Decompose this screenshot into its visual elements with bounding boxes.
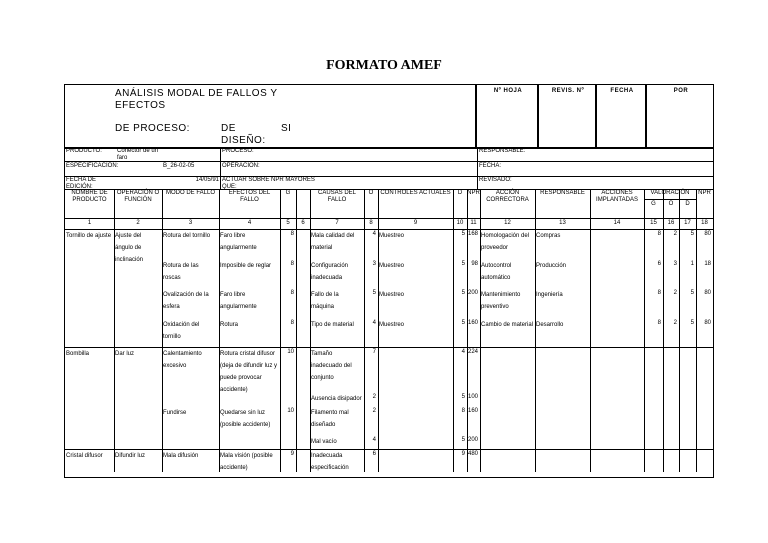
table-cell [115,407,161,435]
table-cell: Imposible de reglar [220,263,272,269]
table-cell [66,289,113,318]
table-cell: Quedarse sin luz (posible accidente) [220,410,271,428]
table-cell: 2 [673,320,677,326]
table-cell [115,260,161,288]
table-cell: 2 [372,408,376,414]
table-cell [663,436,679,449]
table-cell: Ajuste del ángulo de inclinación [115,233,144,263]
responsable-label: RESPONSABLE: [479,148,526,154]
table-cell: 200 [467,437,478,443]
column-header: NPR [698,190,711,196]
table-cell [644,393,663,406]
column-number: 7 [335,220,339,226]
table-cell: 2 [673,231,677,237]
table-cell [481,436,534,449]
table-cell: 4 [372,231,376,237]
column-number: 1 [87,220,92,226]
column-header: OPERACIÓN O FUNCIÓN [116,190,160,203]
table-cell [663,450,679,472]
table-cell [591,230,643,259]
table-cell: 4 [372,437,376,443]
table-cell: 8 [290,290,294,296]
table-cell [536,450,589,472]
fecha-box: FECHA [595,85,647,147]
table-cell [591,260,643,288]
table-cell: Mantenimiento preventivo [481,292,521,310]
column-number: 18 [701,220,708,226]
table-cell [66,319,113,347]
table-cell: Desarrollo [536,322,564,328]
fecha-edicion-value: 14/05/91 [195,177,219,183]
column-header: O [668,201,674,207]
table-cell: 10 [287,408,294,414]
table-cell [696,393,713,406]
table-cell: Rotura del tornillo [163,233,211,239]
table-cell [663,348,679,392]
table-cell: 160 [467,320,478,326]
table-cell [591,289,643,318]
table-cell: Mala difusión [163,453,199,459]
table-cell: 480 [467,451,478,457]
table-cell: 18 [704,261,711,267]
column-number: 15 [650,220,657,226]
table-cell [220,393,279,406]
column-header: CONTROLES ACTUALES [380,190,451,196]
design-label: DE DISEÑO: [221,123,266,146]
table-cell: 160 [467,408,478,414]
table-cell [115,289,161,318]
table-cell: Fundirse [163,410,187,416]
table-cell [379,348,452,392]
column-number: 9 [413,220,418,226]
table-cell: 7 [372,349,376,355]
table-cell [536,436,589,449]
table-cell: Mala visión (posible accidente) [220,453,273,471]
table-cell: Faro libre angularmente [220,292,257,310]
table-cell [679,348,696,392]
table-cell: 8 [290,320,294,326]
table-cell: Configuración inadecuada [311,263,349,281]
column-header: ACCIONES IMPLANTADAS [596,190,638,203]
table-cell: Tamaño inadecuado del conjunto [311,351,352,381]
table-cell [115,319,161,347]
column-header: D [685,201,690,207]
table-cell: Ausencia disipador [311,396,362,402]
column-header: D [457,190,463,196]
table-cell: 80 [704,320,711,326]
grid-line [220,147,221,189]
table-cell: Mal vacío [311,439,337,445]
amef-form [64,84,714,478]
column-header: NPR [467,190,480,196]
table-cell: 2 [372,394,376,400]
table-cell: 5 [690,320,694,326]
document-title: FORMATO AMEF [326,58,442,73]
table-cell: Producción [536,263,567,269]
table-cell: Filamento mal diseñado [311,410,349,428]
actuar-label: ACTUAR SOBRE NPR MAYORES QUE: [222,177,315,190]
table-cell [481,348,534,392]
table-cell [536,348,589,392]
table-cell [280,436,296,449]
proceso-label: PROCESO: [222,148,254,154]
column-number: 11 [470,220,477,226]
table-cell: 224 [467,349,478,355]
column-header: G [285,190,291,196]
table-cell: 5 [461,261,465,267]
table-cell: Cambio de material [481,322,534,328]
table-cell: 4 [461,349,465,355]
table-cell [696,407,713,435]
table-cell: 100 [467,394,478,400]
table-cell: 5 [461,437,465,443]
table-cell: 9 [461,451,465,457]
hoja-box: Nº HOJA [475,85,539,147]
column-number: 8 [369,220,373,226]
table-cell [481,407,534,435]
grid-line [65,176,713,177]
table-cell: Muestreo [379,263,405,269]
column-number: 2 [136,220,140,226]
column-number: 17 [684,220,691,226]
column-header: EFECTOS DEL FALLO [228,190,271,203]
table-cell: Calentamiento excesivo [163,351,202,369]
table-cell: 8 [657,290,661,296]
table-cell [663,393,679,406]
table-cell [379,450,452,472]
table-cell: 10 [287,349,294,355]
especificacion-label: ESPECIFICACIÓN: [66,163,119,169]
grid-line [296,189,297,472]
table-cell [591,348,643,392]
valoracion-header: VALORACIÓN [650,190,690,196]
table-cell: Compras [536,233,561,239]
fecha-edicion-label: FECHA DE EDICIÓN: [66,177,97,190]
table-cell: Homologación del proveedor [481,233,530,251]
table-cell: 2 [673,290,677,296]
column-header: MODO DE FALLO [165,190,215,196]
table-cell: Tipo de material [311,322,354,328]
table-cell [481,450,534,472]
table-cell [679,450,696,472]
producto-label: PRODUCTO: [66,148,102,154]
table-cell: Ingeniería [536,292,563,298]
analysis-title: ANÁLISIS MODAL DE FALLOS Y EFECTOS [115,88,278,111]
table-cell: 9 [290,451,294,457]
table-cell: 8 [461,408,465,414]
table-cell: 5 [461,231,465,237]
table-cell [536,407,589,435]
table-cell: Dar luz [115,351,135,357]
operacion-label: OPERACIÓN: [222,163,260,169]
table-cell: 8 [290,261,294,267]
table-cell: 200 [467,290,478,296]
table-cell: 80 [704,231,711,237]
table-cell: Difundir luz [115,453,146,459]
form-header [65,85,713,149]
producto-value: Conector de un faro [117,148,159,161]
table-cell [379,436,452,449]
table-cell [679,407,696,435]
table-cell: 8 [290,231,294,237]
column-number: 5 [286,220,290,226]
table-cell [679,436,696,449]
table-cell [379,407,452,435]
table-cell: Mala calidad del material [311,233,355,251]
column-number: 10 [456,220,464,226]
table-cell [66,260,113,288]
table-cell: 5 [461,394,465,400]
table-cell: Muestreo [379,292,405,298]
table-cell [644,450,663,472]
table-cell [663,407,679,435]
grid-line [644,199,696,200]
table-cell: Rotura de las roscas [163,263,199,281]
table-cell [679,393,696,406]
table-cell [66,407,113,435]
column-header: NOMBRE DE PRODUCTO [71,190,108,203]
table-cell: 1 [690,261,694,267]
table-cell [644,436,663,449]
table-cell: 5 [461,290,465,296]
table-cell: Bombilla [66,351,90,357]
table-cell: Muestreo [379,322,405,328]
table-cell: Ovalización de la esfera [163,292,209,310]
column-number: 16 [667,220,675,226]
table-cell [379,393,452,406]
table-cell [696,348,713,392]
column-header: RESPONSABLE [540,190,585,196]
table-cell: Autocontrol automático [481,263,512,281]
table-cell [481,393,534,406]
process-label: DE PROCESO: [115,123,190,134]
table-cell: Fallo de la máquina [311,292,339,310]
table-cell: 5 [461,320,465,326]
table-cell [696,436,713,449]
table-cell [591,393,643,406]
table-cell: 8 [657,320,661,326]
table-cell: 98 [471,261,478,267]
table-cell [591,407,643,435]
table-cell [115,393,161,406]
por-box: POR [645,85,715,147]
revisado-label: REVISADO: [479,177,512,183]
column-number: 4 [247,220,252,226]
table-cell: Inadecuada especificación [311,453,349,471]
table-cell: Rotura cristal difusor (deja de difundir luz y puede provocar accidente) [220,351,278,393]
table-cell [66,436,113,449]
table-cell: 3 [372,261,376,267]
column-header [296,190,310,210]
table-cell: 4 [372,320,376,326]
table-cell: Tornillo de ajuste [66,233,112,239]
table-cell: 3 [673,261,677,267]
si-label: SI [281,123,292,134]
table-cell: 80 [704,290,711,296]
table-cell [280,393,296,406]
column-header: CAUSAS DEL FALLO [317,190,356,203]
table-cell: Oxidación del tornillo [163,322,200,340]
revision-box: REVIS. Nº [537,85,597,147]
table-cell: 6 [372,451,376,457]
grid-line [477,147,478,189]
table-cell: Muestreo [379,233,405,239]
column-number: 13 [559,220,566,226]
table-cell: 5 [690,231,694,237]
table-cell: 5 [372,290,376,296]
especificacion-value: B_26-02-05 [163,163,195,169]
table-cell: Rotura [220,322,239,328]
table-cell [644,407,663,435]
column-number: 6 [301,220,305,226]
table-cell [696,450,713,472]
column-header: O [368,190,374,196]
table-cell: 5 [690,290,694,296]
table-cell [644,348,663,392]
column-header: ACCIÓN CORRECTORA [486,190,529,203]
table-cell: Cristal difusor [66,453,103,459]
table-cell [163,393,218,406]
table-cell [163,436,218,449]
table-cell [115,436,161,449]
table-cell [591,450,643,472]
table-cell [66,393,113,406]
column-number: 3 [188,220,193,226]
column-header: G [651,201,656,207]
table-cell [591,319,643,347]
table-cell [220,436,279,449]
table-cell: 6 [657,261,661,267]
column-number: 14 [613,220,621,226]
table-cell: Faro libre angularmente [220,233,257,251]
table-cell [591,436,643,449]
table-cell: 168 [467,231,478,237]
column-number: 12 [504,220,511,226]
fecha-label: FECHA: [479,163,502,169]
table-cell: 8 [657,231,661,237]
table-cell [536,393,589,406]
